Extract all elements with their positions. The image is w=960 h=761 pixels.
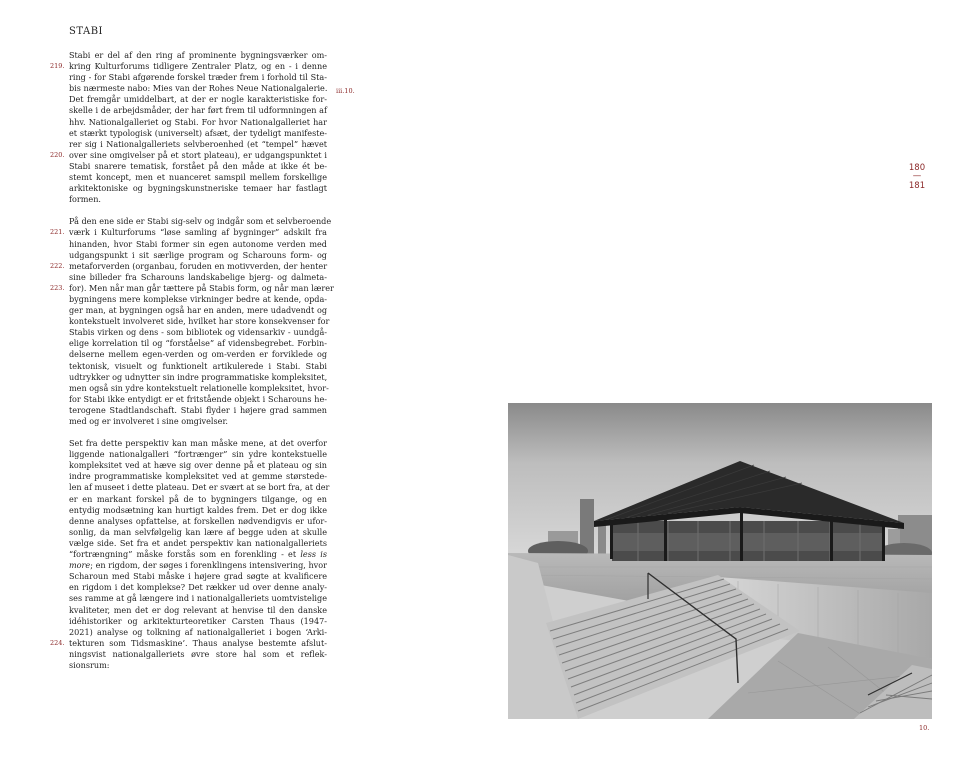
text-line (69, 482, 330, 493)
text-line (69, 582, 327, 593)
text-line-content: en rigdom i det komplekse? Det rækker ud over denne analy- (69, 582, 327, 593)
text-line-content: kring Kulturforums tidligere Zentraler Platz, og en - i denne (69, 61, 327, 72)
text-line-content: tekturen som Tidsmaskine’. Thaus analyse bestemte afslut- (69, 637, 327, 648)
text-line (69, 83, 327, 94)
text-line-content: sine billeder fra Scharouns landskabelige bjerg- og dalmeta- (69, 271, 327, 282)
text-line-content: tektonisk, visuelt og funktionelt artikulerede i Stabi. Stabi (69, 360, 327, 371)
text-line (69, 449, 327, 460)
page-number-separator: — (912, 171, 922, 181)
text-line-content: delserne mellem egen-verden og om-verden er forviklede og (69, 349, 327, 360)
text-line-content: Det fremgår umiddelbart, at der er nogle karakteristiske for- (69, 94, 327, 105)
text-line-content: kvaliteter, men det er dog relevant at henvise til den danske (69, 604, 327, 615)
text-line-content: udgangspunkt i sit særlige program og Scharouns form- og (69, 249, 327, 260)
text-line-content: indre programmatiske kompleksitet ved at gemme størstede- (69, 471, 327, 482)
text-line-content: arkitektoniske og bygningskunstneriske temaer har fastlagt (69, 183, 327, 194)
text-line (69, 172, 327, 183)
text-line (69, 593, 327, 604)
paragraph (50, 50, 328, 205)
text-line (69, 161, 327, 172)
margin-note-number: 220. (50, 150, 65, 159)
text-line (69, 117, 327, 128)
text-line (69, 660, 327, 671)
text-line-content: med og er involveret i sine omgivelser. (69, 416, 229, 426)
text-line-content: Stabi snarere tematisk, forstået på den måde at ikke ét be- (69, 160, 327, 171)
text-line-content: “fortrængning” måske forstås som en forenkling - et less is (69, 549, 327, 560)
text-line (50, 637, 327, 649)
text-line (69, 349, 327, 360)
text-line (69, 394, 327, 405)
text-line-content: udtrykker og udnytter sin indre programmatiske kompleksitet, (69, 371, 328, 382)
page-number-left: 180 (908, 163, 926, 173)
text-line-content: formen. (69, 194, 101, 205)
text-line-content: værk i Kulturforums “løse samling af bygninger” adskilt fra (69, 227, 327, 238)
text-line (69, 649, 327, 660)
text-line (69, 272, 327, 283)
text-line-content: bis nærmeste nabo: Mies van der Rohes Neue Nationalgalerie. (69, 83, 328, 94)
text-line (69, 305, 327, 316)
text-line-content: bygningens mere komplekse virkninger bedre at kende, opda- (69, 293, 327, 304)
section-heading: STABI (69, 26, 103, 37)
text-line-content: er en markant forskel på de to bygningers tilgange, og en (69, 493, 327, 504)
text-line-content: more; en rigdom, der søges i forenklingens intensivering, hvor (69, 560, 327, 571)
text-line-content: for Stabi ikke entydigt er et fritstående objekt i Scharouns he- (69, 393, 327, 404)
text-line-content: vælge side. Set fra et andet perspektiv kan nationalgalleriets (69, 537, 327, 548)
text-line-content: kontekstuelt involveret side, hvilket har store konsekvenser for (69, 316, 330, 327)
text-line (69, 405, 327, 416)
text-line (69, 316, 330, 327)
text-line-content: over sine omgivelser på et stort plateau), er udgangspunktet i (69, 149, 327, 160)
text-line (69, 416, 327, 427)
text-line (69, 549, 327, 560)
text-line (50, 61, 327, 72)
text-line-content: entydig modsætning kan hurtigt kaldes frem. Det er dog ikke (69, 504, 327, 515)
text-line (50, 227, 327, 238)
text-line-content: sonlig, da man selvfølgelig kan lære af begge uden at skulle (69, 526, 327, 537)
text-line (69, 239, 327, 250)
text-line-content: skelle i de arbejdsmåder, der har ført frem til udformningen af (69, 105, 327, 116)
text-line-content: På den ene side er Stabi sig-selv og indgår som et selvberoende (69, 216, 332, 227)
text-line (69, 605, 327, 616)
margin-note-number: 219. (50, 62, 65, 71)
text-line (69, 505, 327, 516)
text-line (69, 105, 327, 116)
text-line-content: denne analyses opfattelse, at forskellen nødvendigvis er ufor- (69, 515, 327, 526)
margin-figure-reference: iii.10. (336, 87, 355, 95)
text-line (69, 383, 327, 394)
text-line (69, 338, 327, 349)
text-line (69, 372, 327, 383)
text-line (69, 516, 327, 527)
photo-neue-nationalgalerie (508, 403, 932, 719)
text-line (69, 438, 327, 449)
text-line-content: len af museet i dette plateau. Det er svært at se bort fra, at der (69, 482, 330, 493)
text-line (50, 149, 327, 161)
text-line-content: ring - for Stabi afgørende forskel træder frem i forhold til Sta- (69, 72, 327, 83)
text-line-content: terogene Stadtlandschaft. Stabi flyder i højere grad sammen (69, 404, 327, 415)
text-line-content: elige korrelation til og “forståelse” af vidensbegrebet. Forbin- (69, 338, 327, 349)
text-line (50, 282, 334, 294)
text-line-content: sionsrum: (69, 659, 110, 670)
text-line (69, 128, 327, 139)
margin-note-number: 224. (50, 638, 65, 647)
text-line (69, 183, 327, 194)
page-numbers (902, 164, 932, 191)
text-line (69, 616, 327, 627)
margin-note-number: 221. (50, 228, 65, 237)
text-line (69, 627, 327, 638)
text-line-content: hhv. Nationalgalleriet og Stabi. For hvor Nationalgalleriet har (69, 116, 327, 127)
text-line-content: ses ramme at gå længere ind i nationalgalleriets uomtvistelige (69, 593, 327, 604)
text-line-content: metaforverden (organbau, foruden en motivverden, der henter (69, 260, 328, 271)
text-line (69, 527, 327, 538)
text-line (69, 94, 327, 105)
page-number-right: 181 (908, 181, 926, 191)
text-line-content: stemt koncept, men et nuanceret samspil mellem forskellige (69, 172, 327, 183)
text-line-content: ningsvist nationalgalleriets øvre store hal som et reflek- (69, 648, 327, 659)
text-line (69, 139, 327, 150)
text-line (69, 361, 327, 372)
body-text-column (50, 50, 334, 671)
text-line-content: hinanden, hvor Stabi former sin egen autonome verden med (69, 238, 327, 249)
text-line-content: rer sig i Nationalgalleriets selvberoenhed (et “tempel” hævet (69, 138, 327, 149)
text-line (69, 538, 327, 549)
text-line-content: kompleksitet ved at hæve sig over denne på et plateau og sin (69, 460, 327, 471)
text-line-content: ger man, at bygningen også har en anden, mere udadvendt og (69, 305, 327, 316)
text-line-content: et stærkt typologisk (universelt) afsæt, der tydeligt manifeste- (69, 127, 327, 138)
text-line-content: Scharoun med Stabi måske i højere grad søgte at kvalificere (69, 571, 327, 582)
text-line-content: for). Men når man går tættere på Stabis form, og når man lærer (69, 282, 334, 293)
paragraph (50, 216, 334, 427)
text-line-content: Stabis virken og dens - som bibliotek og vidensarkiv - uundgå- (69, 327, 327, 338)
text-line (69, 250, 327, 261)
text-line (69, 327, 327, 338)
text-line (69, 216, 332, 227)
text-line (69, 494, 327, 505)
margin-note-number: 223. (50, 283, 65, 292)
text-line-content: men også sin ydre kontekstuelt relationelle kompleksitet, hvor- (69, 382, 329, 393)
text-line (69, 194, 327, 205)
text-line-content: 2021) analyse og tolkning af nationalgalleriet i bogen ‘Arki- (69, 626, 327, 637)
text-line (69, 50, 327, 61)
text-line (69, 460, 327, 471)
text-line (69, 72, 327, 83)
margin-note-number: 222. (50, 261, 65, 270)
text-line (69, 571, 327, 582)
text-line (69, 294, 327, 305)
text-line (69, 471, 327, 482)
text-line (50, 260, 328, 272)
text-line (69, 560, 327, 571)
text-line-content: idéhistoriker og arkitekturteoretiker Carsten Thaus (1947- (69, 615, 327, 626)
text-line-content: Stabi er del af den ring af prominente bygningsværker om- (69, 50, 327, 60)
figure-caption: 10. (919, 724, 930, 732)
text-line-content: Set fra dette perspektiv kan man måske mene, at det overfor (69, 438, 327, 449)
text-line-content: liggende nationalgalleri “fortrænger” sin ydre kontekstuelle (69, 449, 327, 460)
paragraph (50, 438, 330, 671)
